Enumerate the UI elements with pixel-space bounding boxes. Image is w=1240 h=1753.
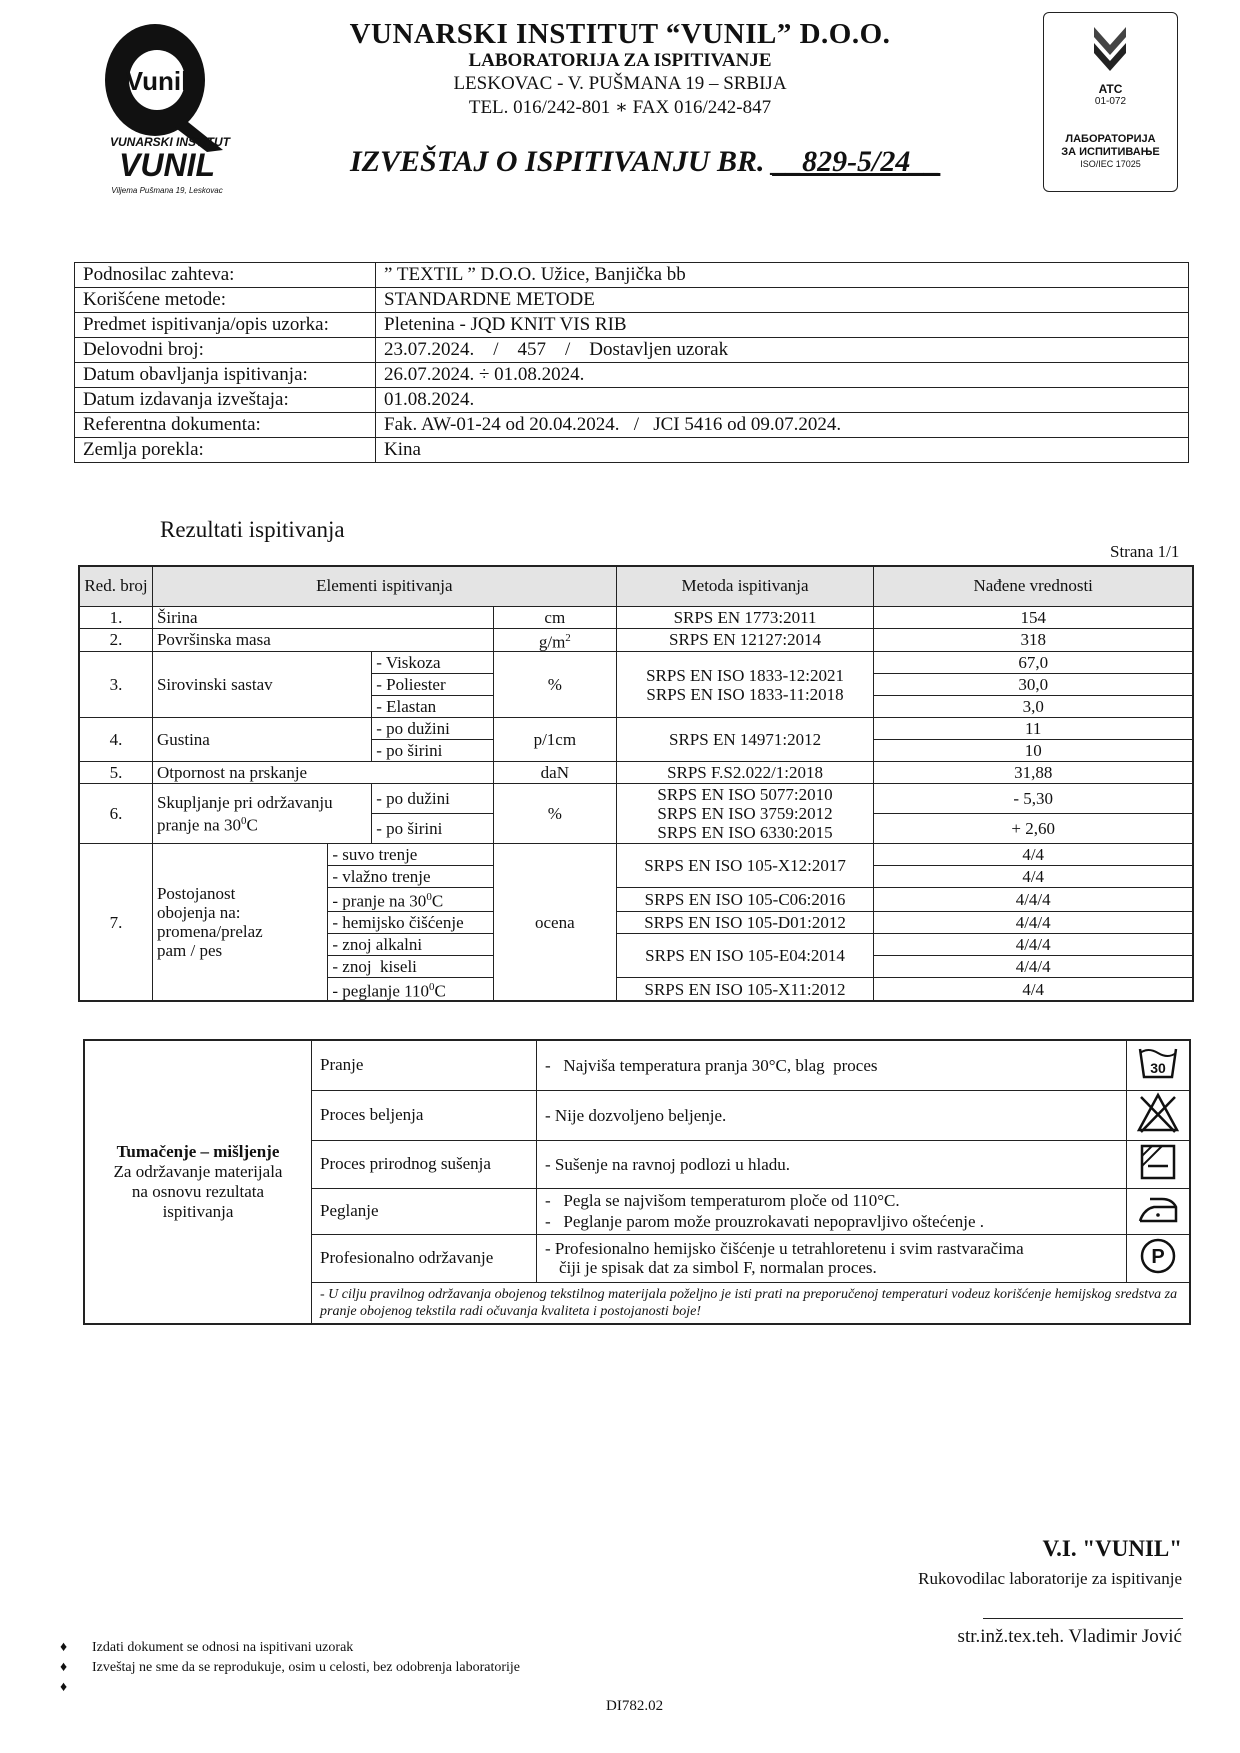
table-row: - znoj kiseli 4/4/4: [79, 955, 1193, 977]
results-heading: Rezultati ispitivanja: [160, 517, 345, 542]
info-row: Zemlja porekla: Kina: [75, 438, 1189, 463]
iron-text: - Pegla se najvišom temperaturom ploče od 110°C. - Peglanje parom može prouzrokavati nepopravljivo oštećenje .: [537, 1188, 1127, 1234]
atc-standard: ISO/IEC 17025: [1080, 159, 1141, 169]
table-row: 6. Skupljanje pri održavanju pranje na $30^0C$ - po dužini % SRPS EN ISO 5077:2010 SRPS EN ISO 3759:2012 SRPS EN ISO 6330:2015 - 5,30: [79, 784, 1193, 814]
table-row: - peglanje $110^0C$ SRPS EN ISO 105-X11:2012 4/4: [79, 977, 1193, 1001]
atc-mark-icon: [1086, 23, 1136, 75]
signature-role: Rukovodilac laboratorije za ispitivanje: [918, 1569, 1182, 1588]
care-instructions-table: [83, 1039, 1191, 1325]
signature-name: str.inž.tex.teh. Vladimir Jović: [957, 1626, 1182, 1647]
table-row: - po širini 10: [79, 740, 1193, 762]
table-row: 5. Otpornost na prskanje daN SRPS F.S2.022/1:2018 31,88: [79, 762, 1193, 784]
table-row: - pranje na $30^0C$ SRPS EN ISO 105-C06:2016 4/4/4: [79, 888, 1193, 912]
signature-line: [983, 1618, 1183, 1619]
footer-note: ♦ Izdati dokument se odnosi na ispitivani uzorak: [60, 1640, 354, 1655]
info-row: Predmet ispitivanja/opis uzorka: Pletenina - JQD KNIT VIS RIB: [75, 313, 1189, 338]
table-row: - po širini + 2,60: [79, 814, 1193, 844]
footer-note: ♦ Izveštaj ne sme da se reprodukuje, osim u celosti, bez odobrenja laboratorije: [60, 1660, 521, 1675]
table-row: 7. Postojanost obojenja na: promena/prelaz pam / pes - suvo trenje ocena SRPS EN ISO 105-X12:2017 4/4: [79, 844, 1193, 866]
request-info-table: [74, 262, 1189, 463]
care-row: Peglanje - Pegla se najvišom temperaturom ploče od 110°C. - Peglanje parom može prouzrokavati nepopravljivo oštećenje .: [84, 1188, 1190, 1234]
r7-name: Postojanost obojenja na: promena/prelaz pam / pes: [152, 844, 327, 1002]
info-row: Korišćene metode: STANDARDNE METODE: [75, 288, 1189, 313]
r6-name: Skupljanje pri održavanju pranje na $30^0C$: [152, 784, 371, 844]
atc-name: ATC: [1098, 82, 1123, 96]
address: LESKOVAC - V. PUŠMANA 19 – SRBIJA: [453, 73, 787, 94]
unit-gsm: $g/m^2$: [493, 628, 616, 652]
info-row: Datum izdavanja izveštaja: 01.08.2024.: [75, 388, 1189, 413]
table-row: 4. Gustina - po dužini p/1cm SRPS EN 14971:2012 11: [79, 718, 1193, 740]
svg-text:P: P: [1151, 1245, 1165, 1268]
info-row: Referentna dokumenta: Fak. AW-01-24 od 20.04.2024. / JCI 5416 od 09.07.2024.: [75, 413, 1189, 438]
atc-line1: ЛАБОРАТОРИЈА: [1065, 133, 1156, 145]
header-block: [300, 18, 940, 120]
table-row: - Elastan 3,0: [79, 696, 1193, 718]
info-row: Datum obavljanja ispitivanja: 26.07.2024. ÷ 01.08.2024.: [75, 363, 1189, 388]
report-title: [350, 145, 940, 179]
table-row: 2. Površinska masa $g/m^2$ SRPS EN 12127:2014 318: [79, 628, 1193, 652]
method-r3: SRPS EN ISO 1833-12:2021 SRPS EN ISO 1833-11:2018: [616, 652, 874, 718]
method-r6: SRPS EN ISO 5077:2010 SRPS EN ISO 3759:2012 SRPS EN ISO 6330:2015: [616, 784, 874, 844]
svg-text:30: 30: [1150, 1059, 1166, 1076]
document-code: DI782.02: [606, 1698, 664, 1714]
wash-30-icon: [1127, 1040, 1191, 1090]
phone: TEL. 016/242-801 ∗ FAX 016/242-847: [468, 97, 772, 118]
col-no: Red. broj: [79, 566, 152, 606]
institute-logo: [95, 18, 255, 198]
care-note: - U cilju pravilnog održavanja obojenog tekstilnog materijala poželjno je isti prati na preporučenoj temperaturi vodeuz korišćenje hemijskog sredstva za pranje obojenog tekstila radi očuvanja kvaliteta i postojanosti boje!: [312, 1282, 1191, 1324]
professional-cleaning-p-icon: [1127, 1234, 1191, 1282]
atc-line2: ЗА ИСПИТИВАЊЕ: [1061, 146, 1160, 158]
institute-name: VUNARSKI INSTITUT “VUNIL” D.O.O.: [349, 18, 891, 50]
care-row: Tumačenje – mišljenje Za održavanje materijala na osnovu rezultata ispitivanja Pranje - Najviša temperatura pranja 30°C, blag proces 30: [84, 1040, 1190, 1090]
dry-flat-shade-icon: [1127, 1140, 1191, 1188]
table-row: - znoj alkalni SRPS EN ISO 105-E04:2014 4/4/4: [79, 933, 1193, 955]
table-row: - vlažno trenje 4/4: [79, 866, 1193, 888]
table-row: 3. Sirovinski sastav - Viskoza % SRPS EN ISO 1833-12:2021 SRPS EN ISO 1833-11:2018 67,0: [79, 652, 1193, 674]
care-row: Proces beljenja - Nije dozvoljeno beljenje.: [84, 1090, 1190, 1140]
col-value: Nađene vrednosti: [874, 566, 1193, 606]
col-element: Elementi ispitivanja: [152, 566, 616, 606]
logo-caption: VUNARSKI INSTITUT: [110, 135, 230, 149]
table-row: 1. Širina cm SRPS EN 1773:2011 154: [79, 606, 1193, 628]
care-interpretation: Tumačenje – mišljenje Za održavanje materijala na osnovu rezultata ispitivanja: [84, 1040, 312, 1324]
logo-wordmark: Vunil: [125, 66, 189, 96]
table-row: - Poliester 30,0: [79, 674, 1193, 696]
lab-name: LABORATORIJA ZA ISPITIVANJE: [468, 50, 772, 71]
info-row: Podnosilac zahteva: ” TEXTIL ” D.O.O. Užice, Banjička bb: [75, 263, 1189, 288]
col-method: Metoda ispitivanja: [616, 566, 874, 606]
results-table: [78, 565, 1194, 1002]
signature-org: V.I. "VUNIL": [1042, 1536, 1182, 1561]
page-number: Strana 1/1: [1110, 542, 1180, 561]
table-row: - hemijsko čišćenje SRPS EN ISO 105-D01:2012 4/4/4: [79, 911, 1193, 933]
prof-text: - Profesionalno hemijsko čišćenje u tetrahloretenu i svim rastvaračima čiji je spisak dat za simbol F, normalan proces.: [537, 1234, 1127, 1282]
report-number: __829-5/24__: [772, 145, 941, 178]
report-title-prefix: IZVEŠTAJ O ISPITIVANJU BR.: [350, 145, 765, 178]
no-bleach-icon: [1127, 1090, 1191, 1140]
logo-name: VUNIL: [119, 147, 215, 183]
iron-icon: [1127, 1188, 1191, 1234]
accreditation-badge: [1043, 12, 1178, 192]
footer-notes: ♦ Izdati dokument se odnosi na ispitivani uzorak ♦ Izveštaj ne sme da se reprodukuje, osim u celosti, bez odobrenja laboratorije ♦: [60, 1640, 521, 1695]
atc-code: 01-072: [1094, 96, 1127, 107]
info-row: Delovodni broj: 23.07.2024. / 457 / Dostavljen uzorak: [75, 338, 1189, 363]
care-row: Proces prirodnog sušenja - Sušenje na ravnoj podlozi u hladu.: [84, 1140, 1190, 1188]
care-row: Profesionalno održavanje - Profesionalno hemijsko čišćenje u tetrahloretenu i svim rastvaračima čiji je spisak dat za simbol F, normalan proces. P: [84, 1234, 1190, 1282]
logo-address: Viljema Pušmana 19, Leskovac: [111, 186, 223, 195]
